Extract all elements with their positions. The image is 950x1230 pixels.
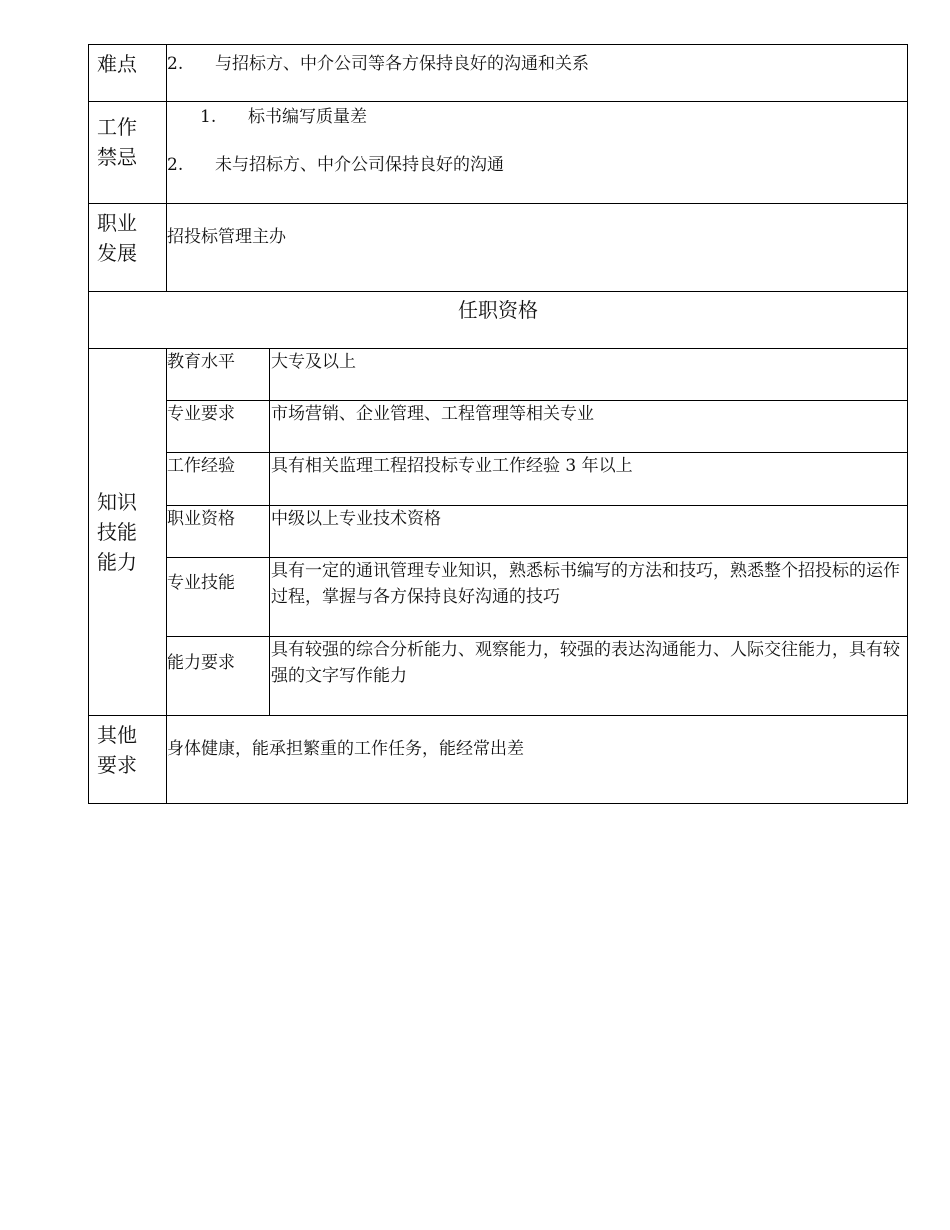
taboo-item-text: 标书编写质量差 [248,107,367,127]
difficulty-item-text: 与招标方、中介公司等各方保持良好的沟通和关系 [215,54,589,74]
knowledge-row [89,349,908,401]
row-other [89,716,908,804]
row-qualification-header [89,292,908,349]
knowledge-row [89,558,908,637]
career-text: 招投标管理主办 [167,204,908,292]
knowledge-label: 知识技能能力 [89,349,167,716]
other-label: 其他要求 [89,716,167,804]
knowledge-item-label: 专业要求 [167,401,270,453]
knowledge-item-label: 专业技能 [167,558,270,637]
knowledge-row [89,453,908,506]
career-label: 职业发展 [89,204,167,292]
row-taboo [89,102,908,204]
other-text: 身体健康，能承担繁重的工作任务，能经常出差 [167,716,908,804]
taboo-item-text: 未与招标方、中介公司保持良好的沟通 [215,155,504,175]
knowledge-item-value: 市场营销、企业管理、工程管理等相关专业 [270,401,908,453]
taboo-item [167,102,907,130]
knowledge-item-label: 教育水平 [167,349,270,401]
knowledge-item-value: 大专及以上 [270,349,908,401]
taboo-label: 工作禁忌 [89,102,167,204]
taboo-content [167,102,908,204]
knowledge-item-value: 具有较强的综合分析能力、观察能力，较强的表达沟通能力、人际交往能力，具有较强的文字写作能力 [270,637,908,716]
row-difficulty [89,45,908,102]
knowledge-item-label: 职业资格 [167,506,270,558]
taboo-item [167,130,907,178]
knowledge-item-value: 具有相关监理工程招投标专业工作经验 3 年以上 [270,453,908,506]
taboo-item-number: 2. [167,155,184,175]
taboo-item-number: 1. [200,107,217,127]
knowledge-item-label: 工作经验 [167,453,270,506]
difficulty-item-number: 2. [167,54,184,74]
knowledge-row [89,506,908,558]
row-career [89,204,908,292]
difficulty-label: 难点 [89,45,167,102]
knowledge-item-value: 中级以上专业技术资格 [270,506,908,558]
difficulty-content [167,45,908,102]
job-description-sheet [88,44,907,804]
knowledge-row [89,401,908,453]
job-description-table [88,44,908,804]
knowledge-row [89,637,908,716]
knowledge-item-value: 具有一定的通讯管理专业知识，熟悉标书编写的方法和技巧，熟悉整个招投标的运作过程，掌握与各方保持良好沟通的技巧 [270,558,908,637]
qualification-header: 任职资格 [89,292,908,349]
difficulty-item [167,45,907,77]
knowledge-item-label: 能力要求 [167,637,270,716]
